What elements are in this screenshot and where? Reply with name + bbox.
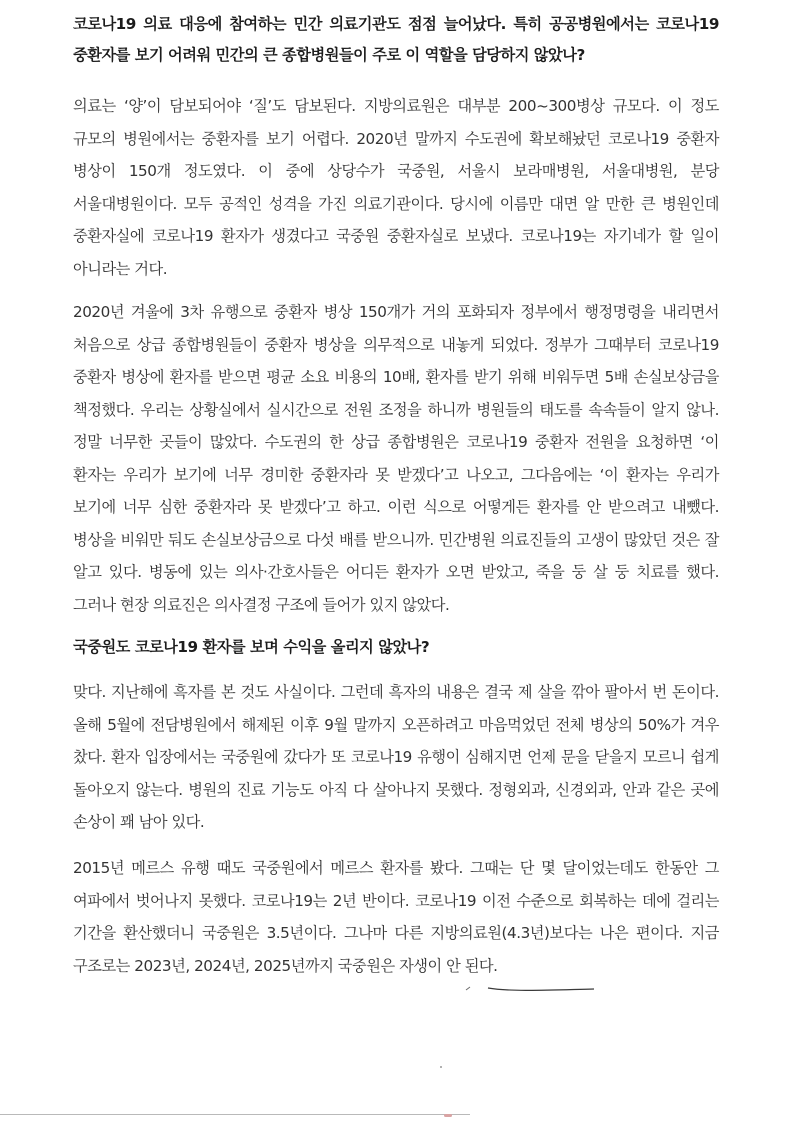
- answer-paragraph-1: 의료는 ‘양’이 담보되어야 ‘질’도 담보된다. 지방의료원은 대부분 200~300병상 규모다. 이 정도 규모의 병원에서는 중환자를 보기 어렵다. 2020년 말까지 수도권에 확보해놨던 코로나19 중환자 병상이 150개 정도였다. 이 중에 상당수가 국중원, 서울시 보라매병원, 서울대병원, 분당 서울대병원이다. 모두 공적인 성격을 가진 의료기관이다. 당시에 이름만 대면 알 만한 큰 병원인데 중환자실에 코로나19 환자가 생겼다고 국중원 중환자실로 보냈다. 코로나19는 자기네가 할 일이 아니라는 거다.: [73, 97, 719, 278]
- scan-color-mark: [444, 1114, 452, 1117]
- interview-question-2: 국중원도 코로나19 환자를 보며 수익을 올리지 않았나?: [73, 638, 430, 656]
- scan-edge-line: [0, 1114, 470, 1115]
- answer-paragraph-4: 2015년 메르스 유행 때도 국중원에서 메르스 환자를 봤다. 그때는 단 몇 달이었는데도 한동안 그 여파에서 벗어나지 못했다. 코로나19는 2년 반이다. 코로나19 이전 수준으로 회복하는 데에 걸리는 기간을 환산했더니 국중원은 3.5년이다. 그나마 다른 지방의료원(4.3년)보다는 나은 편이다. 지금 구조로는 2023년, 2024년, 2025년까지 국중원은 자생이 안 된다.: [73, 859, 719, 975]
- pen-underline-mark: [462, 978, 602, 998]
- scan-speck: [440, 1066, 442, 1068]
- interview-question-1: 코로나19 의료 대응에 참여하는 민간 의료기관도 점점 늘어났다. 특히 공공병원에서는 코로나19 중환자를 보기 어려워 민간의 큰 종합병원들이 주로 이 역할을 담당하지 않았나?: [73, 15, 719, 64]
- answer-paragraph-2: 2020년 겨울에 3차 유행으로 중환자 병상 150개가 거의 포화되자 정부에서 행정명령을 내리면서 처음으로 상급 종합병원들이 중환자 병상을 의무적으로 내놓게 되었다. 정부가 그때부터 코로나19 중환자 병상에 환자를 받으면 평균 소요 비용의 10배, 환자를 받기 위해 비워두면 5배 손실보상금을 책정했다. 우리는 상황실에서 실시간으로 전원 조정을 하니까 병원들의 태도를 속속들이 알지 않나. 정말 너무한 곳들이 많았다. 수도권의 한 상급 종합병원은 코로나19 중환자 전원을 요청하면 ‘이 환자는 우리가 보기에 너무 경미한 중환자라 못 받겠다’고 나오고, 그다음에는 ‘이 환자는 우리가 보기에 너무 심한 중환자라 못 받겠다’고 하고. 이런 식으로 어떻게든 환자를 안 받으려고 내뺐다. 병상을 비워만 둬도 손실보상금으로 다섯 배를 받으니까. 민간병원 의료진들의 고생이 많았던 것은 잘 알고 있다. 병동에 있는 의사·간호사들은 어디든 환자가 오면 받았고, 죽을 둥 살 둥 치료를 했다. 그러나 현장 의료진은 의사결정 구조에 들어가 있지 않았다.: [73, 303, 719, 614]
- answer-paragraph-3: 맞다. 지난해에 흑자를 본 것도 사실이다. 그런데 흑자의 내용은 결국 제 살을 깎아 팔아서 번 돈이다. 올해 5월에 전담병원에서 해제된 이후 9월 말까지 오픈하려고 마음먹었던 전체 병상의 50%가 겨우 찼다. 환자 입장에서는 국중원에 갔다가 또 코로나19 유행이 심해지면 언제 문을 닫을지 모르니 쉽게 돌아오지 않는다. 병원의 진료 기능도 아직 다 살아나지 못했다. 정형외과, 신경외과, 안과 같은 곳에 손상이 꽤 남아 있다.: [73, 683, 719, 831]
